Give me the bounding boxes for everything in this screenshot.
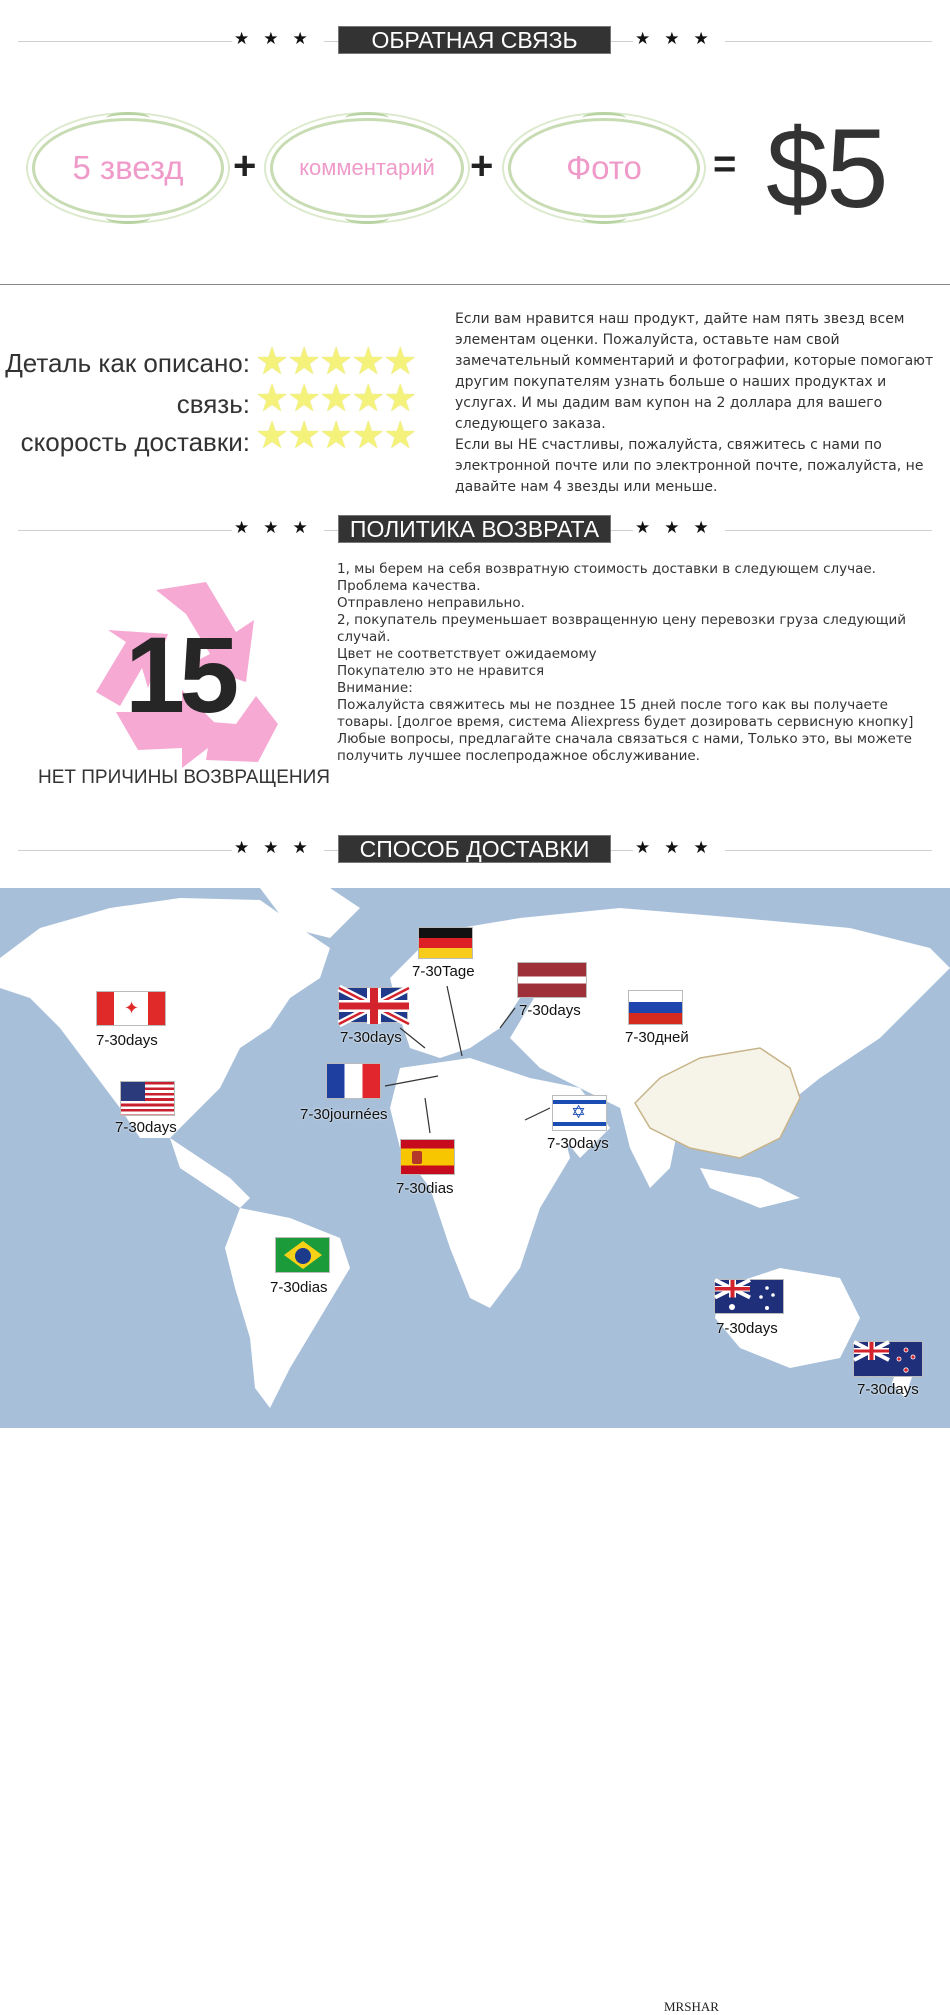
brand-logo: MRSHAR [664,1999,719,2014]
unhappy-contact-text: Если вы НЕ счастливы, пожалуйста, свяжитесь с нами по электронной почте или по электронной почте, пожалуйста, не давайте нам 4 звезды или меньше. [455,437,924,495]
germany-delivery-time: 7-30Tage [412,963,475,980]
return-heading: ПОЛИТИКА ВОЗВРАТА [338,515,611,543]
policy-line: Пожалуйста свяжитесь мы не позднее 15 дней после того как вы получаете товары. [долгое время, система Aliexpress будет дозировать сервисную кнопку] Любые вопросы, предлагайте сначала связаться с нами, Только это, вы можете получить лучшее послепродажное обслуживание. [337,697,918,764]
world-map [0,888,950,2014]
canada-delivery-time: 7-30days [96,1032,158,1049]
uk-delivery-time: 7-30days [340,1029,402,1046]
feedback-request-text: Если вам нравится наш продукт, дайте нам пять звезд всем элементам оценки. Пожалуйста, оставьте нам свой замечательный комментарий и фотографии, которые помогают другим покупателям узнать больше о наших продуктах и услугах. И мы дадим вам купон на 2 доллара для вашего следующего заказа. [455,311,934,432]
decorative-stars-right: ★★★ [635,29,723,49]
five-stars-label: 5 звезд [72,149,184,186]
brazil-globe-icon [295,1248,311,1264]
star-rating-row-3: ★★★★★ [255,413,416,457]
photo-badge [508,118,700,218]
latvia-flag [517,962,587,998]
star-of-david-icon: ✡ [571,1102,587,1123]
uk-flag [338,987,408,1023]
canada-flag [96,991,166,1026]
policy-line: Проблема качества. [337,578,481,594]
return-caption: НЕТ ПРИЧИНЫ ВОЗВРАЩЕНИЯ [38,767,331,788]
latvia-delivery-time: 7-30days [519,1002,581,1019]
plus-sign-1: + [233,144,257,188]
maple-leaf-icon: ✦ [124,998,140,1019]
australia-delivery-time: 7-30days [716,1320,778,1337]
rating-label-communication: связь: [176,389,250,419]
australia-flag [714,1279,784,1314]
comment-label: комментарий [299,155,435,180]
photo-label: Фото [566,149,642,186]
brazil-delivery-time: 7-30dias [270,1279,328,1296]
decorative-stars-left: ★★★ [234,518,322,538]
equals-sign: = [713,142,737,186]
policy-line: Отправлено неправильно. [337,595,525,611]
section-separator [0,284,950,285]
feedback-section-header [0,26,950,60]
star-rating-row-2: ★★★★★ [255,376,416,420]
new-zealand-flag [853,1341,923,1377]
world-map-land [0,888,950,1428]
policy-line: Покупателю это не нравится [337,663,545,679]
plus-sign-2: + [470,144,494,188]
usa-flag [120,1081,175,1116]
decorative-stars-right: ★★★ [635,838,723,858]
brazil-flag [275,1237,330,1273]
policy-line: Внимание: [337,680,413,696]
spain-delivery-time: 7-30dias [396,1180,454,1197]
return-section-header [0,515,950,549]
rating-label-description: Деталь как описано: [5,348,250,378]
new-zealand-delivery-time: 7-30days [857,1381,919,1398]
decorative-stars-left: ★★★ [234,29,322,49]
russia-flag [628,990,683,1025]
feedback-heading: ОБРАТНАЯ СВЯЗЬ [338,26,611,54]
usa-canton [121,1082,145,1101]
israel-flag [552,1095,607,1131]
spain-coat-of-arms-icon [412,1151,422,1164]
reward-amount: $5 [766,106,887,231]
germany-flag [418,927,473,959]
policy-line: 1, мы берем на себя возвратную стоимость доставки в следующем случае. [337,561,876,577]
return-policy-text [337,561,947,765]
comment-badge [270,118,464,218]
star-rating-row-1: ★★★★★ [255,339,416,383]
five-stars-badge [32,118,224,218]
rating-label-shipping-speed: скорость доставки: [20,427,250,457]
spain-flag [400,1139,455,1175]
israel-delivery-time: 7-30days [547,1135,609,1152]
decorative-stars-right: ★★★ [635,518,723,538]
usa-delivery-time: 7-30days [115,1119,177,1136]
australia-emblem-icon [715,1280,785,1315]
france-flag [326,1063,381,1099]
shipping-section-header [0,835,950,869]
new-zealand-emblem-icon [854,1342,924,1378]
uk-cross-icon [339,988,409,1024]
shipping-heading: СПОСОБ ДОСТАВКИ [338,835,611,863]
return-days-number: 15 [125,614,234,735]
decorative-stars-left: ★★★ [234,838,322,858]
russia-delivery-time: 7-30дней [625,1029,689,1046]
policy-line: 2, покупатель преуменьшает возвращенную цену перевозки груза следующий случай. [337,612,911,645]
policy-line: Цвет не соответствует ожидаемому [337,646,597,662]
france-delivery-time: 7-30journées [300,1106,388,1123]
